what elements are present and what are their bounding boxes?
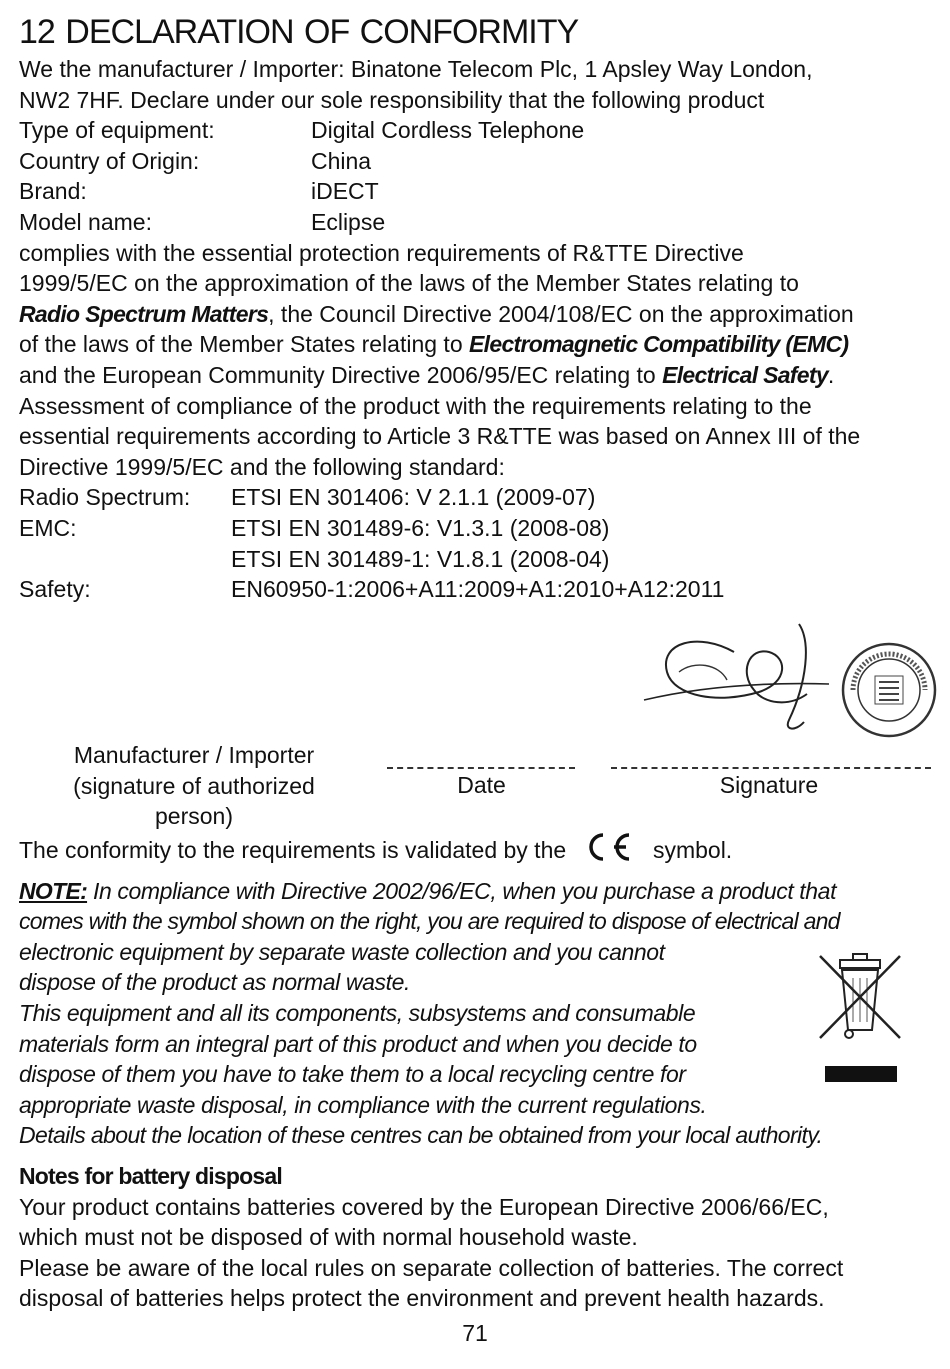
compliance-line: 1999/5/EC on the approximation of the laws of the Member States relating to <box>19 270 799 297</box>
compliance-text: of the laws of the Member States relating to <box>19 331 470 358</box>
note-line: electronic equipment by separate waste collection and you cannot <box>19 938 665 965</box>
product-row-country <box>19 146 934 177</box>
compliance-line: essential requirements according to Article 3 R&TTE was based on Annex III of the <box>19 423 861 450</box>
manufacturer-label <box>29 740 359 832</box>
product-value: Digital Cordless Telephone <box>311 117 585 144</box>
note-line: This equipment and all its components, subsystems and consumable <box>19 999 696 1026</box>
compliance-line <box>19 299 934 330</box>
compliance-text: and the European Community Directive 2006/95/EC relating to <box>19 361 663 388</box>
note-line: Details about the location of these centres can be obtained from your local authority. <box>19 1122 823 1149</box>
intro-line-1: We the manufacturer / Importer: Binatone Telecom Plc, 1 Apsley Way London, <box>19 56 813 82</box>
manufacturer-line: person) <box>155 803 233 830</box>
page-title: 12 DECLARATION OF CONFORMITY <box>19 13 579 51</box>
product-row-model <box>19 207 934 238</box>
page-number: 71 <box>462 1320 488 1346</box>
standard-value: ETSI EN 301489-1: V1.8.1 (2008-04) <box>231 545 610 572</box>
product-value: China <box>311 147 372 174</box>
standard-value: ETSI EN 301406: V 2.1.1 (2009-07) <box>231 484 596 511</box>
compliance-line <box>19 329 934 360</box>
compliance-text: , the Council Directive 2004/108/EC on the approximation <box>268 300 854 327</box>
product-label: Country of Origin: <box>19 147 200 174</box>
product-label: Type of equipment: <box>19 117 215 144</box>
note-label: NOTE: <box>19 877 88 904</box>
standard-row <box>19 574 934 605</box>
battery-line: Please be aware of the local rules on separate collection of batteries. The correct <box>19 1254 844 1281</box>
product-label: Brand: <box>19 178 87 205</box>
crossed-out-wheeled-bin-icon <box>815 948 905 1088</box>
ce-mark-icon <box>581 832 633 862</box>
emphasis-radio-spectrum: Radio Spectrum Matters <box>19 300 269 327</box>
standard-label: Radio Spectrum: <box>19 484 191 511</box>
compliance-text: . <box>827 361 835 388</box>
standard-row <box>19 544 934 575</box>
handwritten-signature-icon <box>639 612 849 742</box>
product-row-brand <box>19 176 934 207</box>
emphasis-emc: Electromagnetic Compatibility (EMC) <box>469 331 849 358</box>
product-label: Model name: <box>19 208 152 235</box>
note-text: In compliance with Directive 2002/96/EC, when you purchase a product that <box>87 877 837 904</box>
note-line: dispose of the product as normal waste. <box>19 969 410 996</box>
intro-line-2: NW2 7HF. Declare under our sole responsibility that the following product <box>19 86 765 113</box>
standard-label: EMC: <box>19 514 77 541</box>
date-label: Date <box>457 772 506 798</box>
product-row-type <box>19 115 934 146</box>
emphasis-electrical-safety: Electrical Safety <box>662 361 828 388</box>
manufacturer-line: Manufacturer / Importer <box>73 742 315 768</box>
ce-line-text: The conformity to the requirements is validated by the <box>19 837 567 863</box>
battery-line: disposal of batteries helps protect the environment and prevent health hazards. <box>19 1285 825 1312</box>
battery-line: which must not be disposed of with normal household waste. <box>19 1224 638 1251</box>
note-line: dispose of them you have to take them to a local recycling centre for <box>19 1061 686 1088</box>
note-line: comes with the symbol shown on the right, you are required to dispose of electrical and <box>19 908 840 935</box>
standard-value: EN60950-1:2006+A11:2009+A1:2010+A12:2011 <box>231 576 725 603</box>
manufacturer-line: (signature of authorized <box>73 772 315 799</box>
ce-line <box>19 832 934 866</box>
signature-block <box>19 612 934 832</box>
standard-value: ETSI EN 301489-6: V1.3.1 (2008-08) <box>231 514 610 541</box>
battery-heading: Notes for battery disposal <box>19 1162 282 1189</box>
note-line <box>19 876 934 907</box>
note-line: appropriate waste disposal, in compliance with the current regulations. <box>19 1091 707 1118</box>
product-value: Eclipse <box>311 208 386 235</box>
lower-section <box>19 832 934 1314</box>
standard-row <box>19 513 934 544</box>
signature-label: Signature <box>719 772 819 798</box>
note-line: materials form an integral part of this product and when you decide to <box>19 1030 697 1057</box>
battery-line: Your product contains batteries covered by the European Directive 2006/66/EC, <box>19 1193 829 1220</box>
document-page <box>19 10 934 605</box>
standard-row <box>19 482 934 513</box>
compliance-line: Directive 1999/5/EC and the following standard: <box>19 453 505 480</box>
ce-line-text: symbol. <box>652 837 733 863</box>
product-value: iDECT <box>311 178 379 205</box>
company-seal-icon <box>839 640 939 740</box>
compliance-line <box>19 360 934 391</box>
compliance-line: Assessment of compliance of the product with the requirements relating to the <box>19 392 812 419</box>
standard-label: Safety: <box>19 576 91 603</box>
signature-dashed-line <box>611 767 931 769</box>
compliance-line: complies with the essential protection requirements of R&TTE Directive <box>19 239 744 266</box>
date-dashed-line <box>387 767 575 769</box>
